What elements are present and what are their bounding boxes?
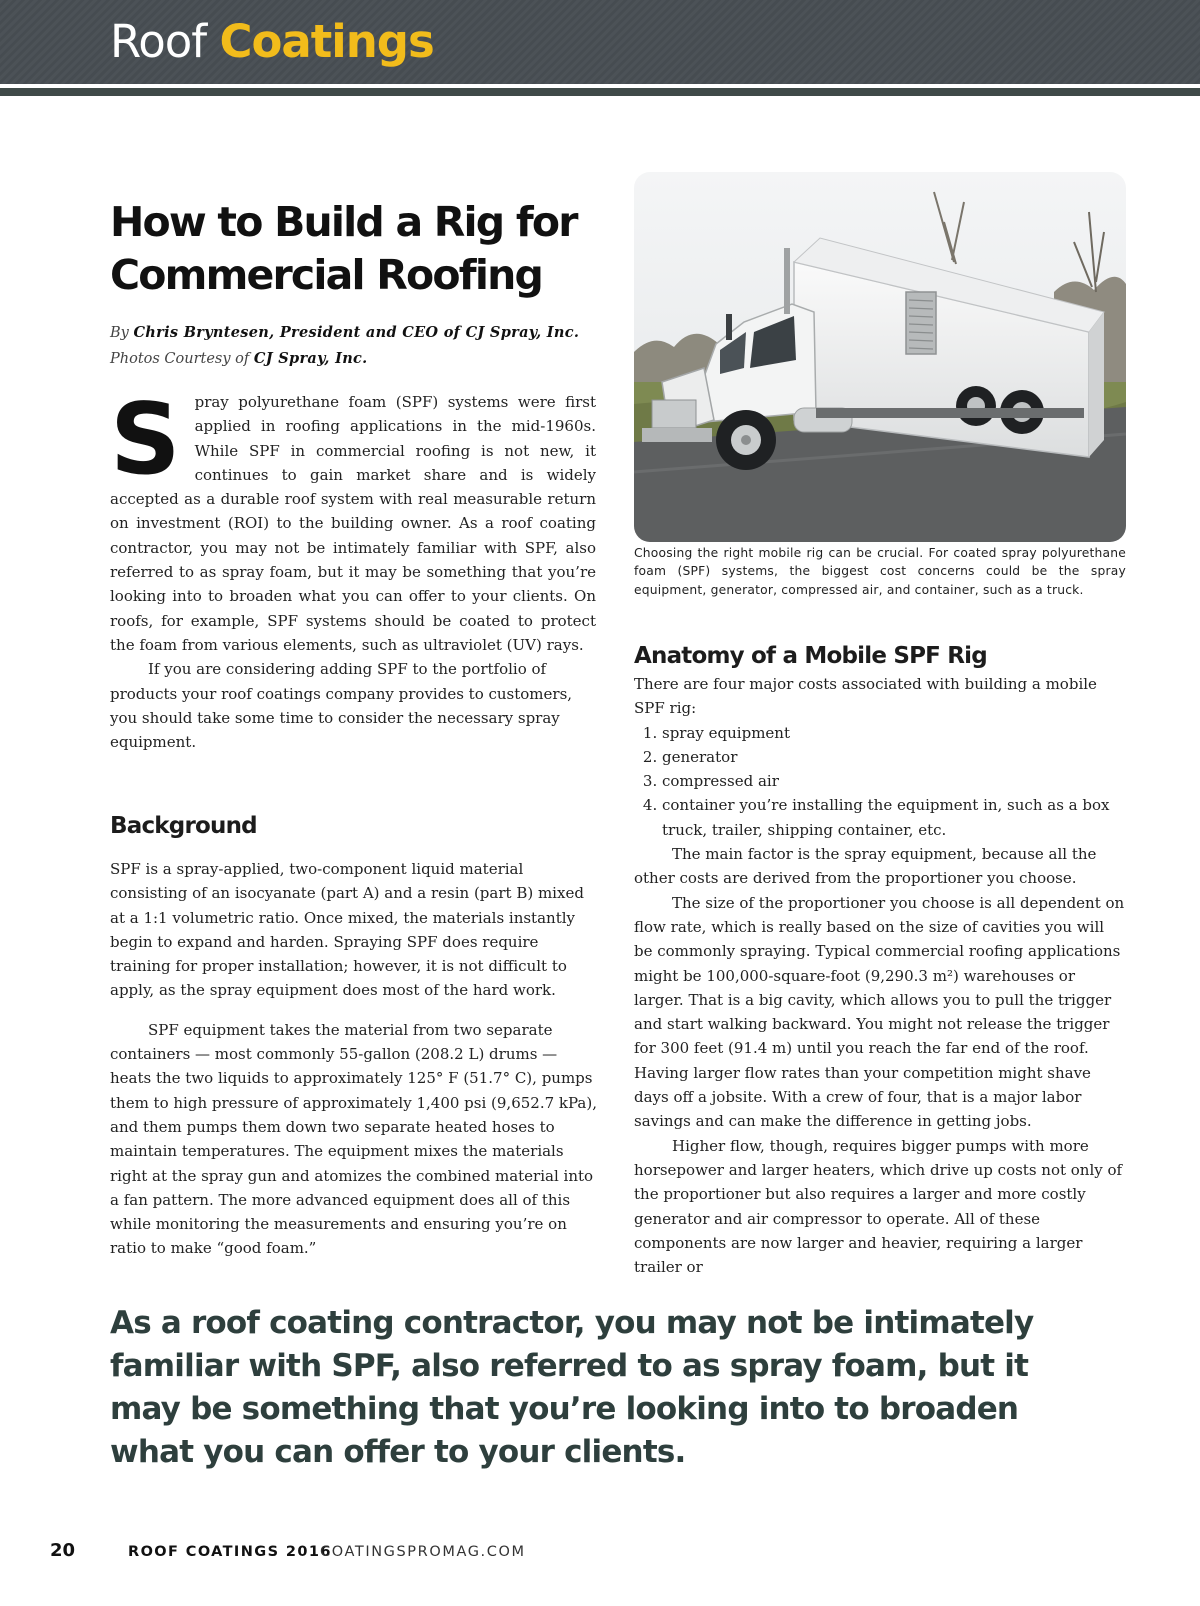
footer-magazine: ROOF COATINGS 2016 — [128, 1544, 332, 1560]
cost-list-item: 1. spray equipment — [662, 721, 1126, 745]
anatomy-paragraph-4: Higher flow, though, requires bigger pumps with more horsepower and larger heaters, which drive up costs not only of the proportioner but also requires a larger and more costly generator and air compressor to operate. All of these components are now larger and heavier, requiring a larger trailer or — [634, 1136, 1123, 1277]
background-paragraph-2: SPF equipment takes the material from two separate containers — most commonly 55-gallon (208.2 L) drums — heats the two liquids to approximately 125° F (51.7° C), pumps them to high pressure of approximately 1,400 psi (9,652.7 kPa), and them pumps them down two separate heated hoses to maintain temperatures. The equipment mixes the materials right at the spray gun and atomizes the combined material into a fan pattern. The more advanced equipment does all of this while monitoring the measurements and ensuring you’re on ratio to make “good foam.” — [110, 1020, 597, 1258]
byline-prefix: By — [110, 325, 129, 341]
photos-prefix: Photos Courtesy of — [110, 351, 250, 367]
section-title-word2: Coatings — [219, 15, 434, 68]
background-section — [110, 842, 600, 1276]
header-rule — [0, 88, 1200, 96]
byline-author: Chris Bryntesen, President and CEO of CJ Spray, Inc. — [133, 324, 580, 341]
anatomy-paragraph-2: The main factor is the spray equipment, because all the other costs are derived from the proportioner you choose. — [634, 845, 1097, 888]
photos-credit: CJ Spray, Inc. — [253, 350, 368, 367]
author-line — [110, 320, 600, 346]
left-column — [110, 383, 596, 754]
byline — [110, 320, 600, 372]
cost-list — [634, 721, 1126, 842]
footer-website: COATINGSPROMAG.COM — [320, 1544, 526, 1560]
cost-list-item: 2. generator — [662, 745, 1126, 769]
cost-list-item: 3. compressed air — [662, 769, 1126, 793]
background-heading: Background — [110, 813, 257, 839]
page-number: 20 — [50, 1540, 76, 1561]
background-paragraph-1: SPF is a spray-applied, two-component liquid material consisting of an isocyanate (part A) and a resin (part B) mixed at a 1:1 volumetric ratio. Once mixed, the materials instantly begin to expand and harden. Spraying SPF does require training for proper installation; however, it is not difficult to apply, as the spray equipment does most of the hard work. — [110, 860, 584, 1000]
right-column — [634, 672, 1126, 1279]
anatomy-heading: Anatomy of a Mobile SPF Rig — [634, 643, 987, 669]
intro-text: pray polyurethane foam (SPF) systems were first applied in roofing applications in the mid-1960s. While SPF in commercial roofing is not new, it continues to gain market share and is widely accepted as a durable roof system with real measurable return on investment (ROI) to the building owner. As a roof coating contractor, you may not be intimately familiar with SPF, also referred to as spray foam, but it may be something that you’re looking into to broaden what you can offer to your clients. On roofs, for example, SPF systems should be coated to protect the foam from various elements, such as ultraviolet (UV) rays. — [110, 393, 596, 654]
cost-list-item: 4. container you’re installing the equipment in, such as a box truck, trailer, shipping container, etc. — [662, 793, 1126, 842]
anatomy-intro: There are four major costs associated with building a mobile SPF rig: — [634, 675, 1097, 718]
pull-quote: As a roof coating contractor, you may not be intimately familiar with SPF, also referred to as spray foam, but it may be something that you’re looking into to broaden what you can offer to your clients. — [110, 1305, 1034, 1470]
truck-photo — [634, 172, 1126, 542]
photo-credit-line — [110, 346, 600, 372]
drop-cap: S — [110, 383, 181, 497]
section-title-word1: Roof — [110, 15, 207, 68]
header-band — [0, 0, 1200, 84]
intro-paragraph-2: If you are considering adding SPF to the portfolio of products your roof coatings company provides to customers, you should take some time to consider the necessary spray equipment. — [110, 660, 573, 752]
article-headline: How to Build a Rig for Commercial Roofing — [110, 198, 577, 299]
anatomy-paragraph-3: The size of the proportioner you choose is all dependent on flow rate, which is really based on the size of cavities you will be commonly spraying. Typical commercial roofing applications might be 100,000-square-foot (9,290.3 m²) warehouses or larger. That is a big cavity, which allows you to pull the trigger and start walking backward. You might not release the trigger for 300 feet (91.4 m) until you reach the far end of the roof. Having larger flow rates than your competition might shave days off a jobsite. With a crew of four, that is a major labor savings and can make the difference in getting jobs. — [634, 893, 1125, 1131]
photo-caption: Choosing the right mobile rig can be crucial. For coated spray polyurethane foam (SPF) systems, the biggest cost concerns could be the spray equipment, generator, compressed air, and container, such as a truck. — [634, 546, 1126, 597]
section-title — [110, 14, 434, 70]
intro-paragraph — [110, 383, 596, 657]
